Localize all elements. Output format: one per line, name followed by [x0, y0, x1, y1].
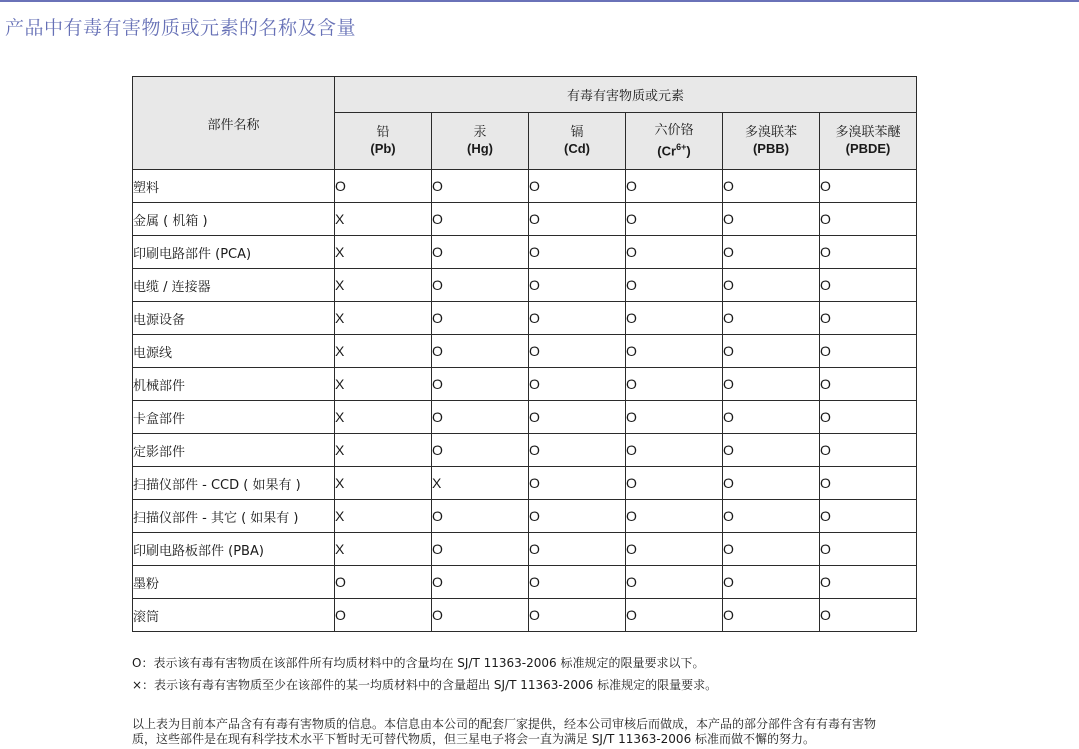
element-symbol: (Hg) [467, 141, 493, 156]
compliance-mark-cell: O [432, 236, 529, 269]
compliance-mark-cell: O [723, 500, 820, 533]
element-symbol: $(Cr^{6+})$ [657, 141, 691, 159]
part-name-cell: 印刷电路部件 (PCA) [133, 236, 335, 269]
compliance-mark-cell: O [529, 368, 626, 401]
compliance-mark-cell: O [432, 533, 529, 566]
compliance-mark-cell: O [529, 203, 626, 236]
compliance-mark-cell: X [335, 467, 432, 500]
compliance-mark-cell: O [723, 335, 820, 368]
compliance-mark-cell: O [432, 566, 529, 599]
element-name: 多溴联苯 [744, 125, 797, 140]
compliance-mark-cell: O [432, 500, 529, 533]
compliance-mark-cell: O [529, 500, 626, 533]
compliance-mark-cell: O [529, 566, 626, 599]
compliance-mark-cell: O [820, 401, 917, 434]
table-row [133, 533, 917, 566]
element-header [335, 113, 432, 170]
part-name-cell: 机械部件 [133, 368, 335, 401]
compliance-mark-cell: O [626, 335, 723, 368]
compliance-mark-cell: O [626, 533, 723, 566]
element-symbol: (Pb) [370, 141, 396, 156]
table-row [133, 566, 917, 599]
compliance-mark-cell: O [432, 302, 529, 335]
statement-line: 质，这些部件是在现有科学技术水平下暂时无可替代物质，但三星电子将会一直为满足 SJ/T 11363-2006 标准而做不懈的努力。 [132, 732, 816, 746]
table-row [133, 302, 917, 335]
compliance-mark-cell: O [723, 302, 820, 335]
compliance-mark-cell: O [820, 302, 917, 335]
table-row [133, 236, 917, 269]
compliance-mark-cell: X [432, 467, 529, 500]
compliance-mark-cell: O [626, 236, 723, 269]
part-name-cell: 扫描仪部件 - CCD ( 如果有 ) [133, 467, 335, 500]
compliance-mark-cell: O [723, 269, 820, 302]
compliance-mark-cell: O [335, 566, 432, 599]
compliance-mark-cell: O [529, 401, 626, 434]
compliance-mark-cell: O [432, 335, 529, 368]
compliance-mark-cell: O [529, 335, 626, 368]
hazardous-substances-table [132, 76, 917, 632]
compliance-mark-cell: O [820, 269, 917, 302]
table-row [133, 500, 917, 533]
compliance-mark-cell: O [820, 368, 917, 401]
compliance-mark-cell: X [335, 434, 432, 467]
compliance-mark-cell: O [820, 500, 917, 533]
compliance-mark-cell: O [432, 269, 529, 302]
compliance-mark-cell: O [723, 170, 820, 203]
compliance-mark-cell: O [626, 368, 723, 401]
element-header [529, 113, 626, 170]
compliance-mark-cell: O [820, 170, 917, 203]
compliance-mark-cell: O [626, 203, 723, 236]
compliance-mark-cell: O [723, 599, 820, 632]
top-rule [0, 0, 1079, 2]
table-row [133, 203, 917, 236]
compliance-mark-cell: O [626, 170, 723, 203]
compliance-mark-cell: O [820, 236, 917, 269]
compliance-mark-cell: O [432, 203, 529, 236]
element-name: 六价铬 [654, 122, 694, 138]
table-row [133, 335, 917, 368]
element-header [432, 113, 529, 170]
compliance-mark-cell: X [335, 500, 432, 533]
table-row [133, 170, 917, 203]
compliance-mark-cell: O [723, 467, 820, 500]
compliance-mark-cell: O [626, 269, 723, 302]
part-name-cell: 电缆 / 连接器 [133, 269, 335, 302]
element-name: 汞 [473, 125, 487, 140]
compliance-mark-cell: X [335, 203, 432, 236]
compliance-mark-cell: X [335, 302, 432, 335]
compliance-mark-cell: O [626, 467, 723, 500]
part-name-header: 部件名称 [133, 77, 335, 170]
compliance-mark-cell: X [335, 269, 432, 302]
compliance-mark-cell: O [529, 599, 626, 632]
table-row [133, 368, 917, 401]
compliance-mark-cell: O [626, 566, 723, 599]
compliance-mark-cell: O [529, 467, 626, 500]
compliance-mark-cell: O [820, 599, 917, 632]
element-name: 铅 [376, 125, 390, 140]
compliance-mark-cell: O [529, 170, 626, 203]
compliance-mark-cell: O [529, 269, 626, 302]
compliance-mark-cell: O [723, 368, 820, 401]
element-name: 镉 [570, 125, 584, 140]
compliance-mark-cell: O [626, 401, 723, 434]
element-symbol: (PBB) [752, 141, 790, 156]
statement-line: 以上表为目前本产品含有有毒有害物质的信息。本信息由本公司的配套厂家提供，经本公司审核后而做成，本产品的部分部件含有有毒有害物 [132, 717, 877, 731]
compliance-mark-cell: O [820, 203, 917, 236]
part-name-cell: 卡盒部件 [133, 401, 335, 434]
substances-group-header: 有毒有害物质或元素 [335, 77, 917, 113]
element-header [626, 113, 723, 170]
part-name-cell: 电源线 [133, 335, 335, 368]
disclosure-statement [132, 717, 1032, 747]
compliance-mark-cell: O [432, 368, 529, 401]
compliance-mark-cell: X [335, 335, 432, 368]
compliance-mark-cell: O [723, 533, 820, 566]
compliance-mark-cell: O [432, 599, 529, 632]
table-row [133, 599, 917, 632]
compliance-mark-cell: O [723, 434, 820, 467]
part-name-cell: 定影部件 [133, 434, 335, 467]
compliance-mark-cell: O [820, 434, 917, 467]
compliance-mark-cell: O [529, 434, 626, 467]
part-name-cell: 塑料 [133, 170, 335, 203]
compliance-mark-cell: X [335, 401, 432, 434]
compliance-mark-cell: X [335, 236, 432, 269]
compliance-mark-cell: X [335, 368, 432, 401]
table-row [133, 269, 917, 302]
compliance-mark-cell: O [626, 434, 723, 467]
table-row [133, 401, 917, 434]
compliance-mark-cell: O [626, 302, 723, 335]
element-header [820, 113, 917, 170]
compliance-mark-cell: O [820, 467, 917, 500]
compliance-mark-cell: O [335, 170, 432, 203]
part-name-cell: 金属 ( 机箱 ) [133, 203, 335, 236]
compliance-mark-cell: O [723, 236, 820, 269]
compliance-mark-cell: O [820, 335, 917, 368]
compliance-mark-cell: O [820, 566, 917, 599]
compliance-mark-cell: O [723, 203, 820, 236]
element-name: 多溴联苯醚 [835, 125, 901, 140]
compliance-mark-cell: O [723, 401, 820, 434]
note-o: O：表示该有毒有害物质在该部件所有均质材料中的含量均在 SJ/T 11363-2006 标准规定的限量要求以下。 [132, 656, 705, 670]
element-header [723, 113, 820, 170]
compliance-mark-cell: O [432, 434, 529, 467]
part-name-cell: 滚筒 [133, 599, 335, 632]
compliance-mark-cell: O [529, 533, 626, 566]
compliance-mark-cell: O [820, 533, 917, 566]
compliance-mark-cell: O [626, 500, 723, 533]
part-name-cell: 扫描仪部件 - 其它 ( 如果有 ) [133, 500, 335, 533]
compliance-mark-cell: O [529, 236, 626, 269]
part-name-cell: 印刷电路板部件 (PBA) [133, 533, 335, 566]
compliance-mark-cell: O [626, 599, 723, 632]
table-row [133, 467, 917, 500]
page-title: 产品中有毒有害物质或元素的名称及含量 [5, 17, 357, 39]
element-symbol: (Cd) [564, 141, 590, 156]
part-name-cell: 墨粉 [133, 566, 335, 599]
compliance-mark-cell: O [723, 566, 820, 599]
part-name-cell: 电源设备 [133, 302, 335, 335]
compliance-mark-cell: O [529, 302, 626, 335]
element-symbol: (PBDE) [845, 141, 891, 156]
table-row [133, 434, 917, 467]
note-x: ×：表示该有毒有害物质至少在该部件的某一均质材料中的含量超出 SJ/T 11363-2006 标准规定的限量要求。 [132, 678, 718, 692]
compliance-mark-cell: O [432, 170, 529, 203]
legend-notes [132, 652, 717, 696]
compliance-mark-cell: O [432, 401, 529, 434]
compliance-mark-cell: O [335, 599, 432, 632]
compliance-mark-cell: X [335, 533, 432, 566]
